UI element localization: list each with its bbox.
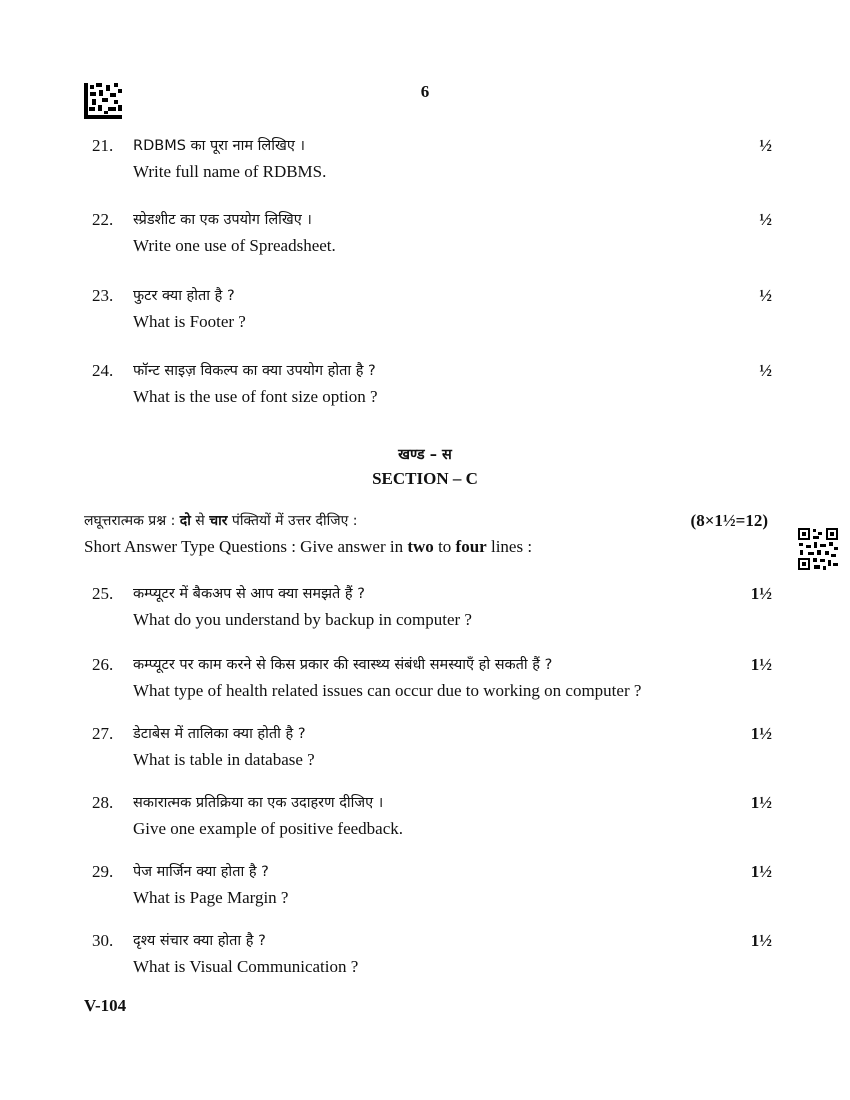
paper-code: V-104 [84, 996, 127, 1015]
question-text-hindi: कम्प्यूटर पर काम करने से किस प्रकार की स्वास्थ्य संबंधी समस्याएँ हो सकती हैं ? [133, 657, 553, 673]
page-number: 6 [420, 82, 430, 101]
question-text-english: What is table in database ? [133, 750, 315, 769]
section-title-english: SECTION – C [372, 469, 478, 488]
question-text-english: Write full name of RDBMS. [133, 162, 327, 181]
qr-code-graphic [798, 528, 838, 570]
question-marks: ½ [759, 286, 772, 305]
question-text-hindi: दृश्य संचार क्या होता है ? [133, 933, 266, 949]
question-number: 25. [92, 584, 114, 603]
question-number: 28. [92, 793, 114, 812]
question-number: 23. [92, 286, 114, 305]
question-text-hindi: सकारात्मक प्रतिक्रिया का एक उदाहरण दीजिए । [133, 795, 384, 811]
instruction-bold: दो [179, 513, 191, 529]
question-marks: 1½ [750, 931, 772, 950]
question-text-english: What is the use of font size option ? [133, 387, 378, 406]
question-marks: ½ [759, 210, 772, 229]
question-marks: 1½ [750, 724, 772, 743]
section-instruction-english [84, 537, 532, 557]
instruction-suffix: पंक्तियों में उत्तर दीजिए : [227, 513, 358, 529]
section-title-hindi: खण्ड – स [398, 447, 452, 463]
question-text-english: What is Page Margin ? [133, 888, 289, 907]
question-marks: 1½ [750, 655, 772, 674]
question-text-english: What do you understand by backup in computer ? [133, 610, 472, 629]
instruction-prefix: Short Answer Type Questions : Give answer in [84, 537, 408, 556]
instruction-bold: two [407, 537, 434, 556]
section-marks: (8×1½=12) [690, 511, 768, 530]
question-text-hindi: फुटर क्या होता है ? [133, 288, 235, 304]
question-text-hindi: पेज मार्जिन क्या होता है ? [133, 864, 269, 880]
question-text-english: What is Footer ? [133, 312, 246, 331]
question-number: 26. [92, 655, 114, 674]
question-marks: ½ [759, 136, 772, 155]
question-text-english: What is Visual Communication ? [133, 957, 359, 976]
instruction-prefix: लघूत्तरात्मक प्रश्न : [84, 513, 180, 529]
question-text-hindi: कम्प्यूटर में बैकअप से आप क्या समझते हैं ? [133, 586, 365, 602]
question-text-hindi: स्प्रेडशीट का एक उपयोग लिखिए । [133, 212, 312, 228]
question-number: 22. [92, 210, 114, 229]
question-number: 21. [92, 136, 114, 155]
question-marks: 1½ [750, 584, 772, 603]
instruction-mid: to [433, 537, 456, 556]
question-text-hindi: RDBMS का पूरा नाम लिखिए । [133, 138, 305, 154]
instruction-bold: four [455, 537, 487, 556]
question-text-hindi: फॉन्ट साइज़ विकल्प का क्या उपयोग होता है ? [133, 363, 376, 379]
section-instruction-hindi [84, 511, 358, 530]
question-marks: 1½ [750, 793, 772, 812]
question-text-english: What type of health related issues can occur due to working on computer ? [133, 681, 642, 700]
instruction-mid: से [190, 513, 210, 529]
question-number: 30. [92, 931, 114, 950]
instruction-bold: चार [209, 513, 228, 529]
question-number: 29. [92, 862, 114, 881]
question-marks: 1½ [750, 862, 772, 881]
question-text-english: Give one example of positive feedback. [133, 819, 404, 838]
question-text-hindi: डेटाबेस में तालिका क्या होती है ? [133, 726, 306, 742]
question-number: 27. [92, 724, 114, 743]
question-text-english: Write one use of Spreadsheet. [133, 236, 336, 255]
question-marks: ½ [759, 361, 772, 380]
instruction-suffix: lines : [486, 537, 533, 556]
question-number: 24. [92, 361, 114, 380]
